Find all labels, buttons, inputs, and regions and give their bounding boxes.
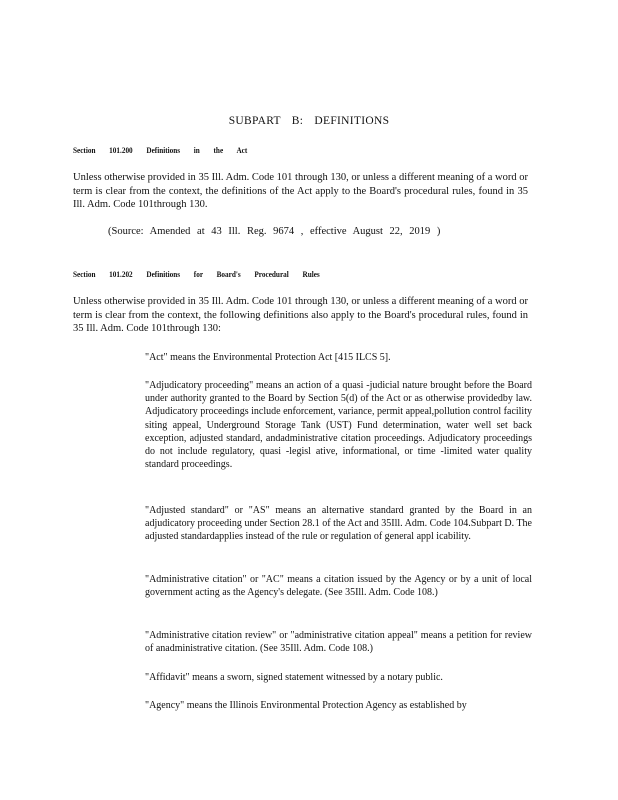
source-note: (Source: Amended at 43 Ill. Reg. 9674 , effective August 22, 2019 )	[108, 226, 441, 237]
definition-agency: "Agency" means the Illinois Environmental Protection Agency as established by	[145, 700, 467, 711]
section-heading-101-200: Section 101.200 Definitions in the Act	[73, 145, 248, 155]
definition-adjusted-standard: "Adjusted standard" or "AS" means an alternative standard granted by the Board in an adjudicatory proceeding under Section 28.1 of the Act and 35Ill. Adm. Code 104.Subpart D. The adjusted standardapplies instead of the rule or regulation of general appl icability.	[145, 505, 532, 543]
definition-adjudicatory-proceeding: "Adjudicatory proceeding" means an action of a quasi -judicial nature brought before the Board under authority granted to the Board by Section 5(d) of the Act or as otherwise providedby law. Adjudicatory proceedings include enforcement, variance, permit appeal,pollution control facility siting appeal, Underground Storage Tank (UST) Fund determination, water well set back exception, adjusted standard, andadministrative citation proceedings. Adjudicatory proceedings do not include regulatory, quasi -legisl ative, informational, or time -limited water quality standard proceedings.	[145, 380, 532, 471]
definition-administrative-citation-review: "Administrative citation review" or "administrative citation appeal" means a petition for review of anadministrative citation. (See 35Ill. Adm. Code 108.)	[145, 630, 532, 655]
subpart-title: SUBPART B: DEFINITIONS	[228, 115, 390, 127]
definition-administrative-citation: "Administrative citation" or "AC" means a citation issued by the Agency or by a unit of local government acting as the Agency's delegate. (See 35Ill. Adm. Code 108.)	[145, 574, 532, 599]
section-body-101-200: Unless otherwise provided in 35 Ill. Adm. Code 101 through 130, or unless a different meaning of a word or term is clear from the context, the definitions of the Act apply to the Board's procedural rules, found in 35 Ill. Adm. Code 101through 130.	[73, 172, 528, 210]
section-heading-101-202: Section 101.202 Definitions for Board's Procedural Rules	[73, 269, 320, 279]
definition-affidavit: "Affidavit" means a sworn, signed statement witnessed by a notary public.	[145, 672, 443, 683]
definition-act: "Act" means the Environmental Protection Act [415 ILCS 5].	[145, 352, 391, 363]
section-body-101-202: Unless otherwise provided in 35 Ill. Adm. Code 101 through 130, or unless a different meaning of a word or term is clear from the context, the following definitions also apply to the Board's procedural rules, found in 35 Ill. Adm. Code 101through 130:	[73, 296, 528, 334]
